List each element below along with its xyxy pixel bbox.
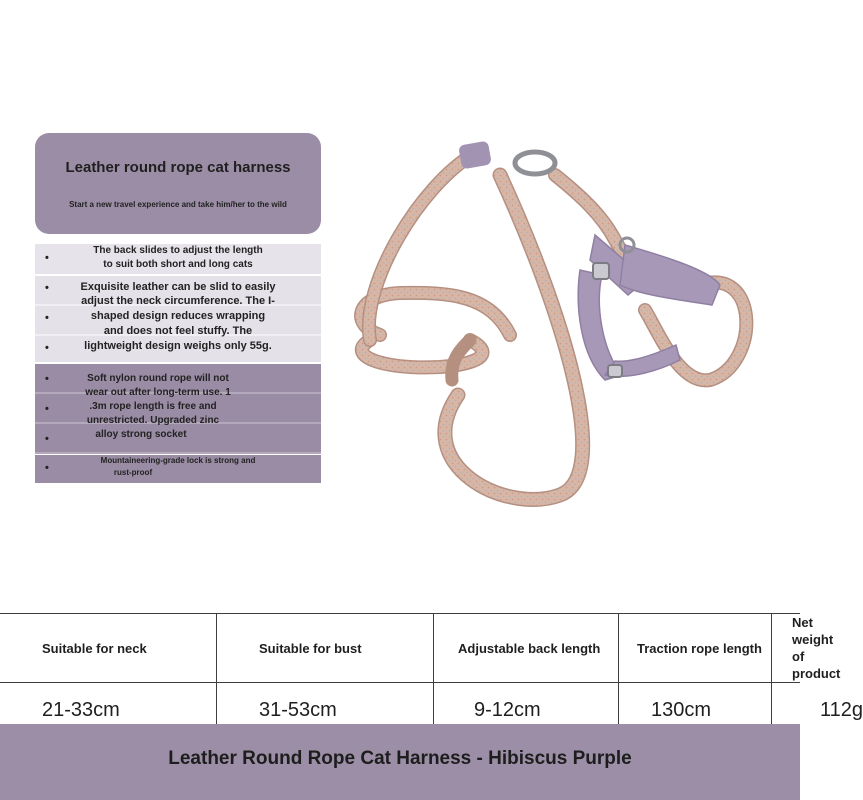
feature-line: adjust the neck circumference. The I-	[81, 295, 275, 307]
bullet-icon: •	[45, 252, 49, 264]
spec-value-bust: 31-53cm	[217, 683, 434, 739]
spec-header-bust: Suitable for bust	[217, 614, 434, 683]
harness-product-image	[340, 135, 780, 535]
feature-leather	[35, 276, 321, 362]
feature-line: Soft nylon round rope will not	[87, 373, 229, 384]
feature-line: unrestricted. Upgraded zinc	[86, 415, 220, 426]
feature-line: wear out after long-term use. 1	[85, 387, 231, 398]
spec-header-neck: Suitable for neck	[0, 614, 217, 683]
feature-back-slide	[35, 244, 321, 274]
product-subtitle: Start a new travel experience and take him/her to the wild	[69, 200, 287, 209]
spec-value-neck: 21-33cm	[0, 683, 217, 739]
feature-line: The back slides to adjust the length	[93, 245, 263, 256]
feature-line: lightweight design weighs only 55g.	[84, 340, 272, 352]
bullet-icon: •	[45, 342, 49, 354]
footer-title: Leather Round Rope Cat Harness - Hibiscus Purple	[168, 748, 632, 769]
spec-value-back: 9-12cm	[434, 683, 619, 739]
spec-header-rope: Traction rope length	[619, 614, 772, 683]
bullet-icon: •	[45, 282, 49, 294]
feature-line: alloy strong socket	[95, 429, 187, 440]
feature-line: Mountaineering-grade lock is strong and	[100, 456, 256, 465]
feature-line: and does not feel stuffy. The	[103, 325, 253, 337]
feature-line: shaped design reduces wrapping	[90, 310, 266, 322]
bullet-icon: •	[45, 433, 49, 445]
spec-value-rope: 130cm	[619, 683, 772, 739]
bullet-icon: •	[45, 312, 49, 324]
footer-banner	[0, 724, 800, 800]
spec-header-back: Adjustable back length	[434, 614, 619, 683]
bullet-icon: •	[45, 373, 49, 385]
header-card	[35, 133, 321, 234]
spec-header-weight: Net weight of product	[772, 614, 801, 683]
feature-lock	[35, 455, 321, 483]
product-title: Leather round rope cat harness	[65, 159, 291, 176]
bullet-icon: •	[45, 462, 49, 474]
bullet-icon: •	[45, 403, 49, 415]
feature-line: .3m rope length is free and	[89, 401, 217, 412]
spec-value-weight: 112g	[772, 683, 801, 739]
feature-line: Exquisite leather can be slid to easily	[80, 281, 276, 293]
feature-nylon-rope	[35, 364, 321, 454]
feature-line: to suit both short and long cats	[103, 259, 253, 270]
table-row	[0, 614, 800, 683]
feature-line: rust-proof	[113, 468, 153, 477]
specs-table	[0, 613, 863, 739]
